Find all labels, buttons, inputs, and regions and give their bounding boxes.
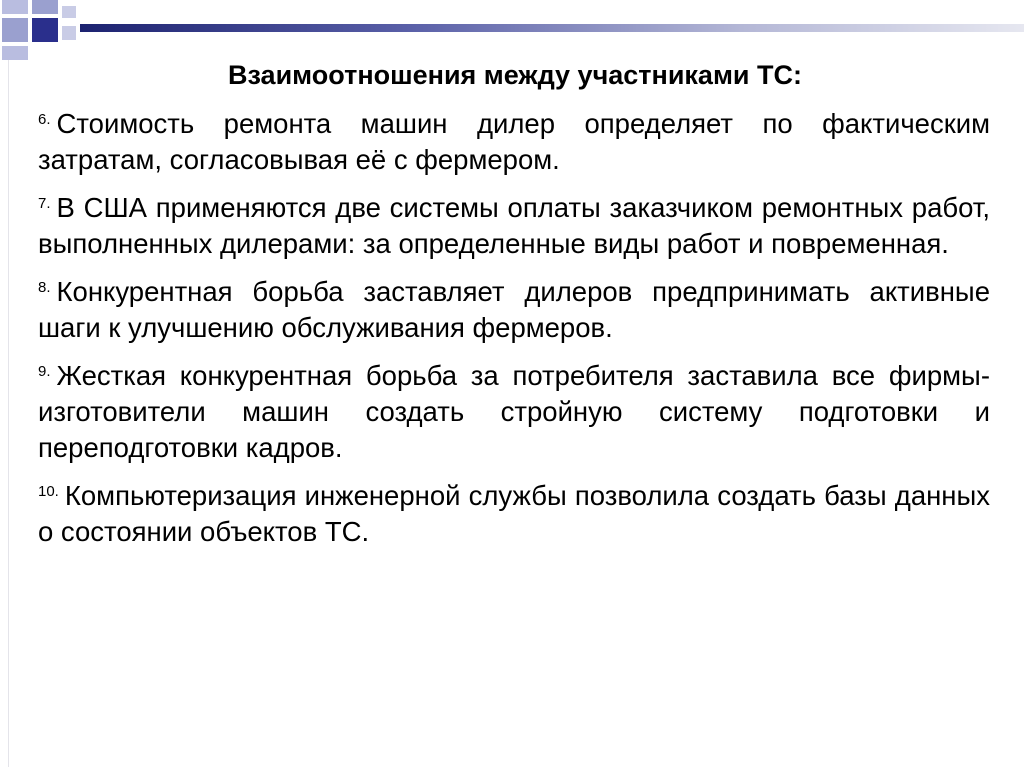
decorative-square	[62, 6, 76, 18]
list-item	[38, 102, 990, 178]
item-number: 6.	[38, 111, 51, 128]
item-number: 7.	[38, 195, 51, 212]
decorative-square	[32, 0, 58, 14]
decorative-square	[2, 46, 28, 60]
slide-title: Взаимоотношения между участниками ТС:	[227, 60, 802, 90]
item-number: 10.	[38, 483, 59, 500]
numbered-list	[38, 102, 990, 558]
list-item	[38, 186, 990, 262]
item-text: Компьютеризация инженерной службы позволила создать базы данных о состоянии объектов ТС.	[38, 480, 990, 547]
decorative-square	[32, 18, 58, 42]
decorative-square	[62, 26, 76, 40]
item-text: В США применяются две системы оплаты заказчиком ремонтных работ, выполненных дилерами: за определенные виды работ и повременная.	[38, 192, 990, 259]
decorative-square	[2, 18, 28, 42]
list-item	[38, 270, 990, 346]
left-divider	[8, 60, 9, 767]
item-text: Конкурентная борьба заставляет дилеров предпринимать активные шаги к улучшению обслуживания фермеров.	[38, 276, 990, 343]
list-item	[38, 354, 990, 466]
header-gradient-bar	[80, 24, 1024, 32]
list-item	[38, 474, 990, 550]
decorative-square	[2, 0, 28, 14]
item-text: Стоимость ремонта машин дилер определяет по фактическим затратам, согласовывая её с фермером.	[38, 108, 990, 175]
item-text: Жесткая конкурентная борьба за потребителя заставила все фирмы-изготовители машин создать стройную систему подготовки и переподготовки кадров.	[38, 360, 990, 463]
item-number: 9.	[38, 363, 51, 380]
item-number: 8.	[38, 279, 51, 296]
